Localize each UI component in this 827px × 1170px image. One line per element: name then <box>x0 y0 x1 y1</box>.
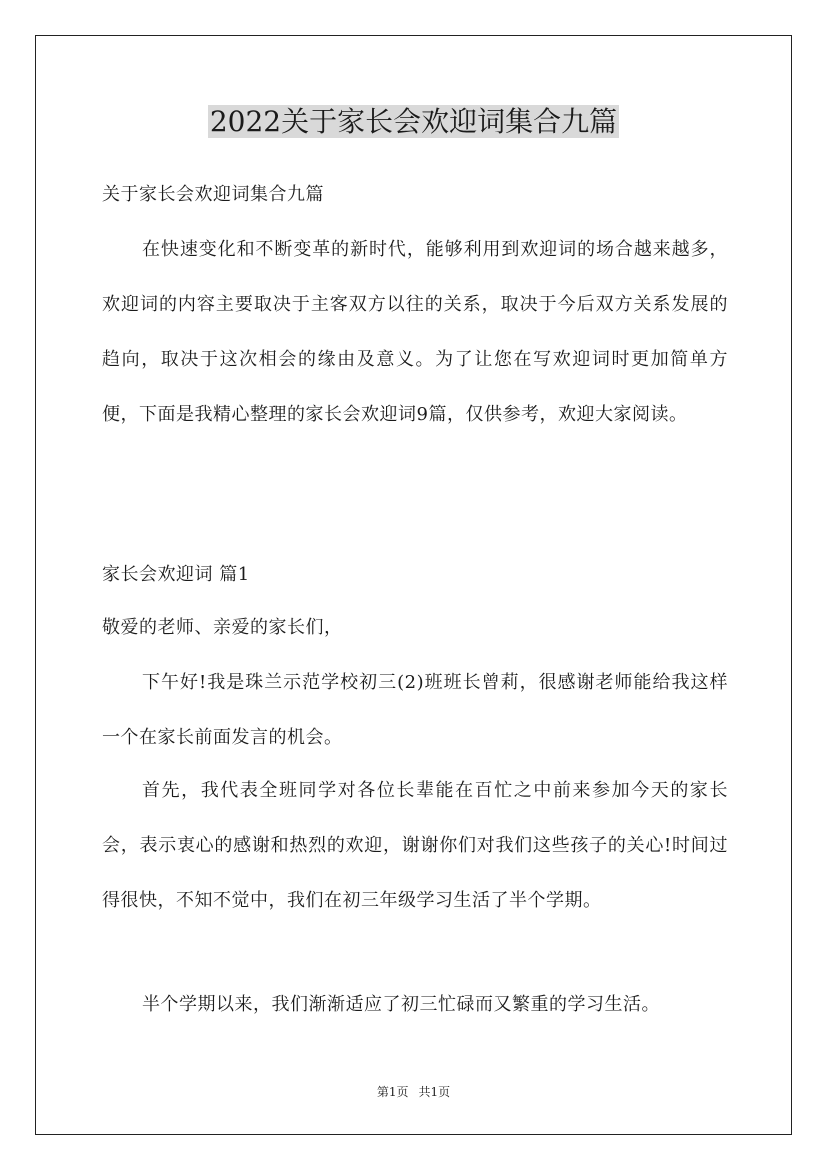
page-number: 第1页 <box>376 1085 409 1099</box>
body-paragraph-3: 半个学期以来，我们渐渐适应了初三忙碌而又繁重的学习生活。 <box>142 994 660 1015</box>
document-subtitle: 关于家长会欢迎词集合九篇 <box>102 184 324 205</box>
page-total: 共1页 <box>418 1085 451 1099</box>
salutation: 敬爱的老师、亲爱的家长们， <box>102 617 343 638</box>
body-paragraph-2: 首先，我代表全班同学对各位长辈能在百忙之中前来参加今天的家长会，表示衷心的感谢和热烈的欢迎，谢谢你们对我们这些孩子的关心!时间过得很快，不知不觉中，我们在初三年级学习生活了半个学期。 <box>102 780 728 911</box>
document-title-text: 2022关于家长会欢迎词集合九篇 <box>209 105 618 138</box>
intro-paragraph: 在快速变化和不断变革的新时代，能够利用到欢迎词的场合越来越多，欢迎词的内容主要取决于主客双方以往的关系，取决于今后双方关系发展的趋向，取决于这次相会的缘由及意义。为了让您在写欢迎词时更加简单方便，下面是我精心整理的家长会欢迎词9篇，仅供参考，欢迎大家阅读。 <box>102 239 728 425</box>
body-paragraph-1: 下午好!我是珠兰示范学校初三(2)班班长曾莉，很感谢老师能给我这样一个在家长前面发言的机会。 <box>102 672 728 748</box>
document-title <box>0 100 827 144</box>
page-footer <box>0 1083 827 1100</box>
section-heading: 家长会欢迎词 篇1 <box>102 564 250 585</box>
